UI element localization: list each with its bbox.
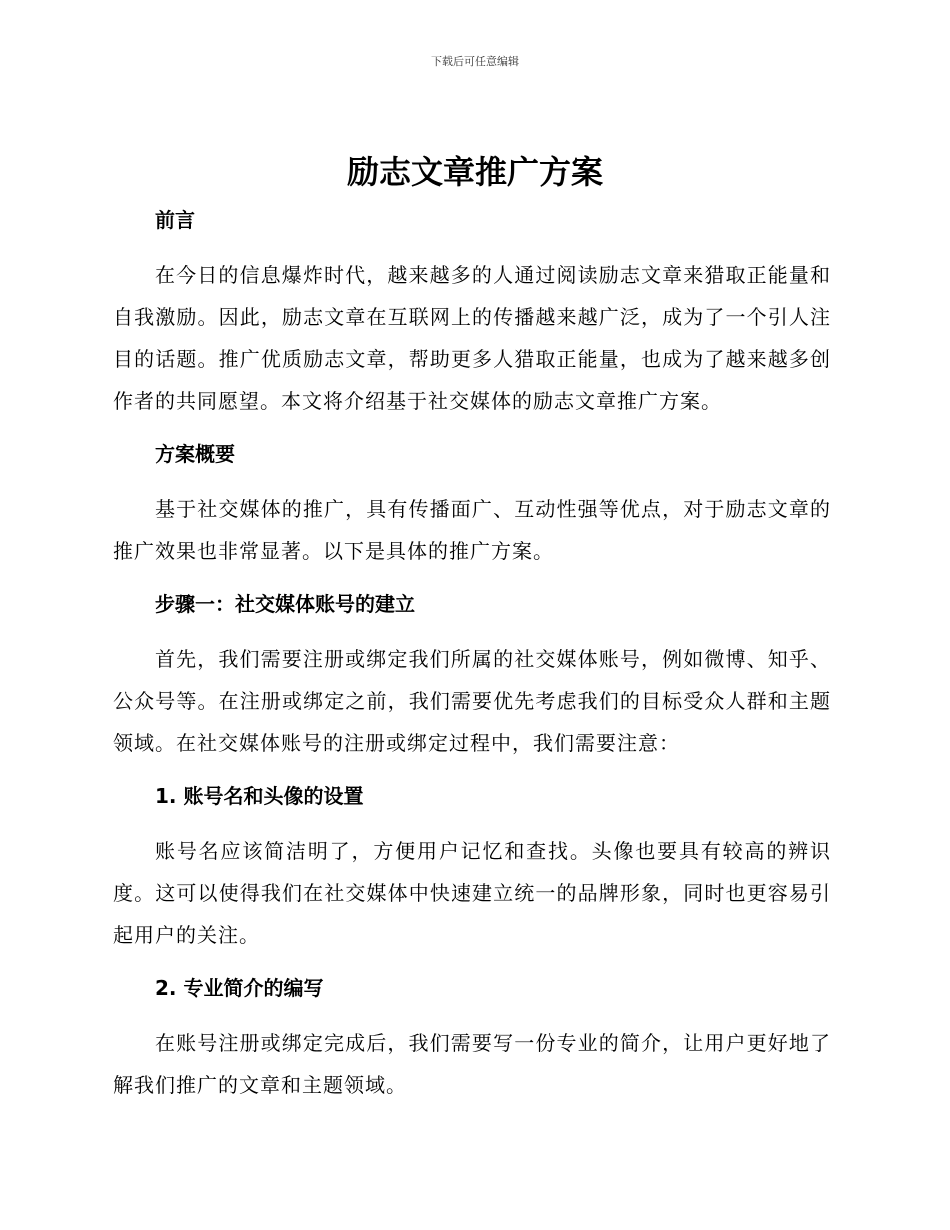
document-body	[113, 200, 831, 1106]
section-paragraph-profile-intro: 在账号注册或绑定完成后，我们需要写一份专业的简介，让用户更好地了解我们推广的文章和主题领域。	[113, 1031, 831, 1097]
section-heading-step-one: 步骤一：社交媒体账号的建立	[155, 592, 415, 616]
section-heading-preface: 前言	[155, 208, 195, 232]
page-header-note: 下载后可任意编辑	[431, 55, 519, 68]
section-paragraph-account-name: 账号名应该简洁明了，方便用户记忆和查找。头像也要具有较高的辨识度。这可以使得我们在社交媒体中快速建立统一的品牌形象，同时也更容易引起用户的关注。	[113, 839, 831, 947]
document-title: 励志文章推广方案	[346, 153, 603, 191]
section-paragraph-step-one: 首先，我们需要注册或绑定我们所属的社交媒体账号，例如微博、知乎、公众号等。在注册或绑定之前，我们需要优先考虑我们的目标受众人群和主题领域。在社交媒体账号的注册或绑定过程中，我们需要注意：	[113, 647, 831, 755]
section-heading-account-name: 1. 账号名和头像的设置	[155, 784, 364, 808]
section-paragraph-preface: 在今日的信息爆炸时代，越来越多的人通过阅读励志文章来猎取正能量和自我激励。因此，励志文章在互联网上的传播越来越广泛，成为了一个引人注目的话题。推广优质励志文章，帮助更多人猎取正能量，也成为了越来越多创作者的共同愿望。本文将介绍基于社交媒体的励志文章推广方案。	[113, 263, 831, 413]
section-heading-profile-intro: 2. 专业简介的编写	[155, 976, 324, 1000]
section-heading-overview: 方案概要	[155, 442, 235, 466]
section-paragraph-overview: 基于社交媒体的推广，具有传播面广、互动性强等优点，对于励志文章的推广效果也非常显著。以下是具体的推广方案。	[113, 497, 831, 563]
